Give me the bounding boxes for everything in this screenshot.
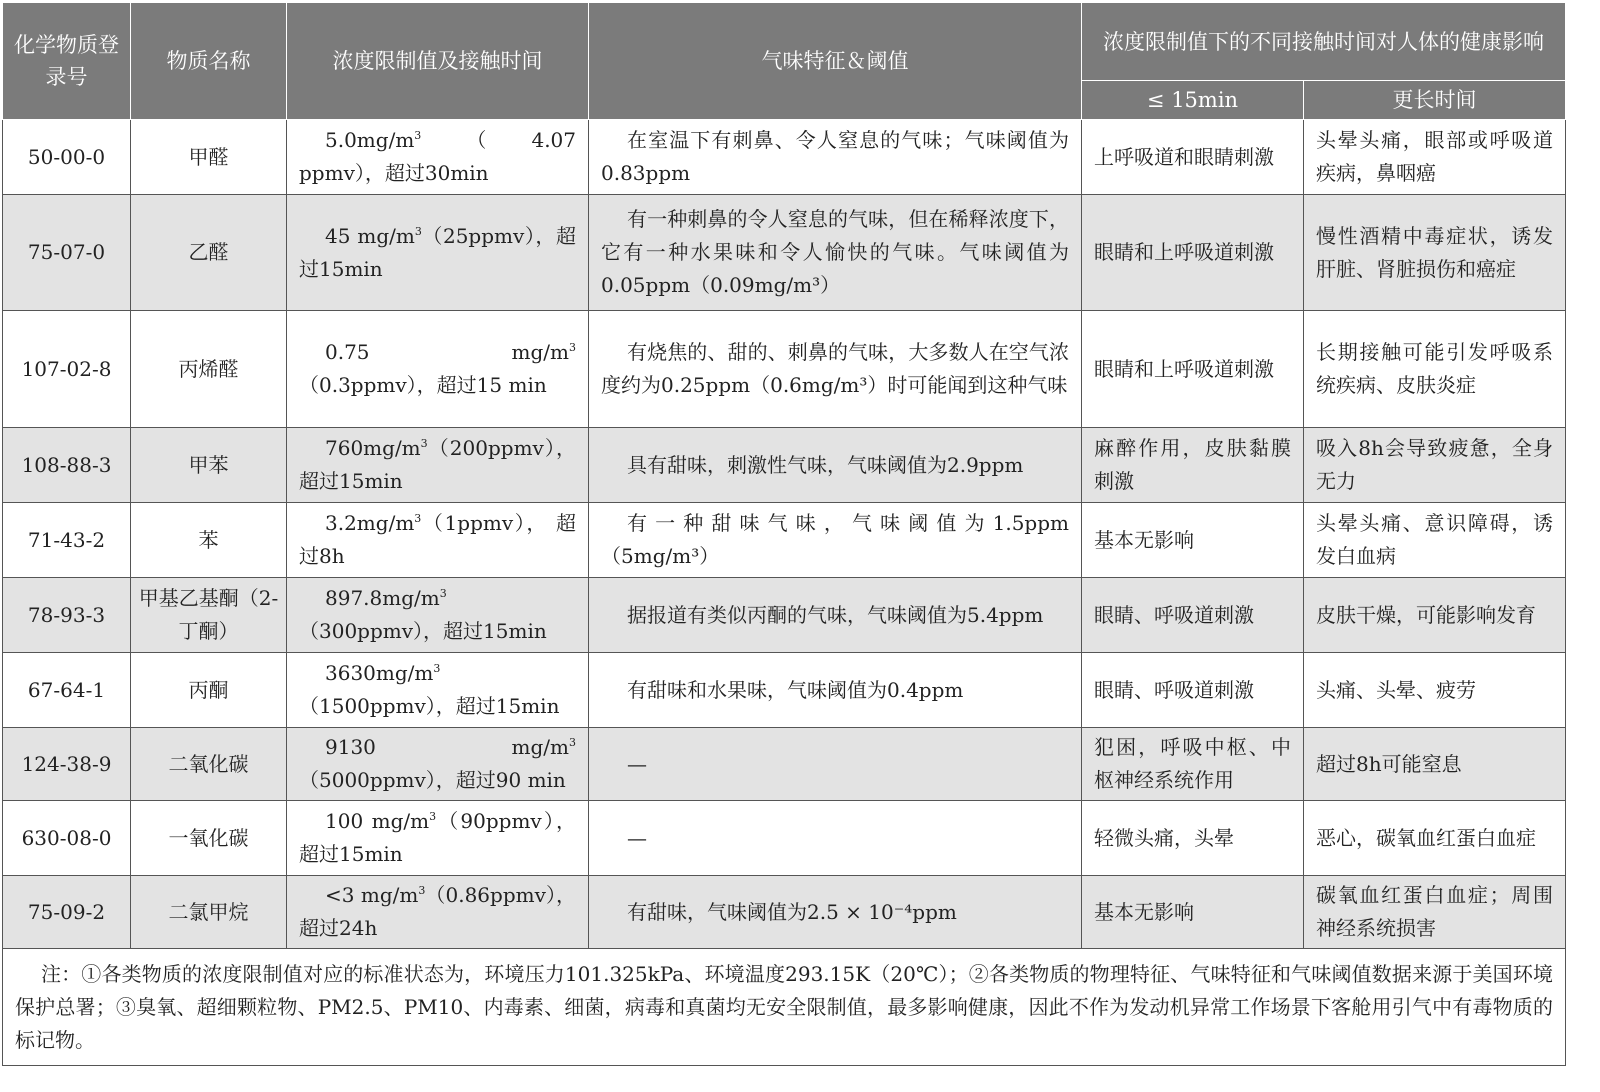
short-exposure-effect-cell: 麻醉作用，皮肤黏膜刺激 (1082, 428, 1304, 503)
toxic-substance-table (2, 2, 1566, 1066)
table-body (3, 120, 1566, 949)
limit-detail: （4.07 ppmv），超过30min (299, 128, 576, 185)
short-exposure-effect-cell: 基本无影响 (1082, 503, 1304, 578)
substance-name-cell: 二氯甲烷 (131, 876, 287, 949)
odor-threshold-cell: 有一种甜味气味，气味阈值为1.5ppm（5mg/m³） (589, 503, 1082, 578)
limit-value: 3.2mg/m (325, 511, 415, 535)
limit-detail: （1ppmv）， 超过8h (299, 511, 576, 568)
limit-detail: （25ppmv），超过15min (299, 223, 576, 281)
limit-unit-exponent: 3 (429, 810, 437, 823)
long-exposure-effect-cell: 头晕头痛、意识障碍，诱发白血病 (1304, 503, 1566, 578)
limit-unit-exponent: 3 (569, 341, 576, 354)
substance-name-cell: 丙烯醛 (131, 311, 287, 428)
concentration-limit-cell (287, 195, 589, 311)
table-header (3, 3, 1566, 120)
concentration-limit-cell (287, 503, 589, 578)
substance-name-cell: 一氧化碳 (131, 801, 287, 876)
substance-name-cell: 甲醛 (131, 120, 287, 195)
cas-number-cell: 124-38-9 (3, 728, 131, 801)
limit-unit-exponent: 3 (433, 662, 441, 675)
cas-number-cell: 75-09-2 (3, 876, 131, 949)
limit-value: 3630mg/m (325, 661, 434, 685)
cas-number-cell: 71-43-2 (3, 503, 131, 578)
limit-detail: （5000ppmv），超过90 min (299, 768, 566, 792)
long-exposure-effect-cell: 慢性酒精中毒症状，诱发肝脏、肾脏损伤和癌症 (1304, 195, 1566, 311)
table-row (3, 728, 1566, 801)
long-exposure-effect-cell: 超过8h可能窒息 (1304, 728, 1566, 801)
odor-threshold-cell: 有甜味，气味阈值为2.5 × 10⁻⁴ppm (589, 876, 1082, 949)
long-exposure-effect-cell: 长期接触可能引发呼吸系统疾病、皮肤炎症 (1304, 311, 1566, 428)
odor-threshold-cell: 在室温下有刺鼻、令人窒息的气味；气味阈值为0.83ppm (589, 120, 1082, 195)
limit-unit-exponent: 3 (420, 437, 428, 450)
limit-detail: （200ppmv），超过15min (299, 436, 576, 493)
limit-detail: （90ppmv），超过15min (299, 809, 576, 866)
header-health-effects: 浓度限制值下的不同接触时间对人体的健康影响 (1082, 3, 1566, 81)
substance-name-cell: 乙醛 (131, 195, 287, 311)
long-exposure-effect-cell: 头痛、头晕、疲劳 (1304, 653, 1566, 728)
odor-threshold-cell: — (589, 728, 1082, 801)
limit-value: 45 mg/m (325, 223, 415, 248)
concentration-limit-cell (287, 728, 589, 801)
limit-detail: （1500ppmv），超过15min (299, 694, 560, 718)
concentration-limit-cell (287, 311, 589, 428)
limit-detail: （0.3ppmv），超过15 min (299, 373, 547, 397)
odor-threshold-cell: — (589, 801, 1082, 876)
cas-number-cell: 108-88-3 (3, 428, 131, 503)
limit-value: <3 mg/m (325, 883, 419, 907)
cas-number-cell: 50-00-0 (3, 120, 131, 195)
cas-number-cell: 107-02-8 (3, 311, 131, 428)
cas-number-cell: 630-08-0 (3, 801, 131, 876)
odor-threshold-cell: 有甜味和水果味，气味阈值为0.4ppm (589, 653, 1082, 728)
table-row (3, 876, 1566, 949)
substance-name-cell: 甲基乙基酮（2-丁酮） (131, 578, 287, 653)
short-exposure-effect-cell: 眼睛和上呼吸道刺激 (1082, 195, 1304, 311)
limit-value: 100 mg/m (325, 809, 430, 833)
cas-number-cell: 75-07-0 (3, 195, 131, 311)
limit-unit-exponent: 3 (418, 884, 426, 897)
limit-detail: （300ppmv），超过15min (299, 619, 547, 643)
short-exposure-effect-cell: 眼睛、呼吸道刺激 (1082, 653, 1304, 728)
header-cas: 化学物质登录号 (3, 3, 131, 120)
short-exposure-effect-cell: 轻微头痛，头晕 (1082, 801, 1304, 876)
table-row (3, 653, 1566, 728)
table-row (3, 311, 1566, 428)
limit-unit-exponent: 3 (439, 587, 447, 600)
table-note: 注：①各类物质的浓度限制值对应的标准状态为，环境压力101.325kPa、环境温度293.15K（20℃）；②各类物质的物理特征、气味特征和气味阈值数据来源于美国环境保护总署；③臭氧、超细颗粒物、PM2.5、PM10、内毒素、细菌，病毒和真菌均无安全限制值，最多影响健康，因此不作为发动机异常工作场景下客舱用引气中有毒物质的标记物。 (3, 949, 1566, 1066)
concentration-limit-cell (287, 120, 589, 195)
concentration-limit-cell (287, 876, 589, 949)
long-exposure-effect-cell: 吸入8h会导致疲惫，全身无力 (1304, 428, 1566, 503)
limit-unit-exponent: 3 (414, 512, 422, 525)
long-exposure-effect-cell: 恶心，碳氧血红蛋白血症 (1304, 801, 1566, 876)
concentration-limit-cell (287, 428, 589, 503)
table-row (3, 120, 1566, 195)
limit-unit-exponent: 3 (414, 224, 422, 238)
table-row (3, 503, 1566, 578)
odor-threshold-cell: 有烧焦的、甜的、刺鼻的气味，大多数人在空气浓度约为0.25ppm（0.6mg/m³）时可能闻到这种气味 (589, 311, 1082, 428)
table-row (3, 428, 1566, 503)
short-exposure-effect-cell: 上呼吸道和眼睛刺激 (1082, 120, 1304, 195)
short-exposure-effect-cell: 基本无影响 (1082, 876, 1304, 949)
header-long-exposure: 更长时间 (1304, 81, 1566, 120)
limit-unit-exponent: 3 (414, 129, 422, 142)
cas-number-cell: 67-64-1 (3, 653, 131, 728)
cas-number-cell: 78-93-3 (3, 578, 131, 653)
header-name: 物质名称 (131, 3, 287, 120)
substance-name-cell: 丙酮 (131, 653, 287, 728)
table-row (3, 801, 1566, 876)
header-short-exposure: ≤ 15min (1082, 81, 1304, 120)
concentration-limit-cell (287, 653, 589, 728)
short-exposure-effect-cell: 眼睛和上呼吸道刺激 (1082, 311, 1304, 428)
limit-detail: （0.86ppmv），超过24h (299, 883, 577, 940)
concentration-limit-cell (287, 801, 589, 876)
limit-value: 760mg/m (325, 436, 421, 460)
substance-table-container (2, 2, 1565, 1066)
substance-name-cell: 二氧化碳 (131, 728, 287, 801)
odor-threshold-cell: 据报道有类似丙酮的气味，气味阈值为5.4ppm (589, 578, 1082, 653)
odor-threshold-cell: 具有甜味，刺激性气味，气味阈值为2.9ppm (589, 428, 1082, 503)
header-odor: 气味特征＆阈值 (589, 3, 1082, 120)
header-limit: 浓度限制值及接触时间 (287, 3, 589, 120)
substance-name-cell: 甲苯 (131, 428, 287, 503)
limit-value: 5.0mg/m (325, 128, 415, 152)
short-exposure-effect-cell: 眼睛、呼吸道刺激 (1082, 578, 1304, 653)
table-row (3, 578, 1566, 653)
substance-name-cell: 苯 (131, 503, 287, 578)
long-exposure-effect-cell: 碳氧血红蛋白血症；周围神经系统损害 (1304, 876, 1566, 949)
table-row (3, 195, 1566, 311)
concentration-limit-cell (287, 578, 589, 653)
limit-value: 897.8mg/m (325, 586, 440, 610)
odor-threshold-cell: 有一种刺鼻的令人窒息的气味，但在稀释浓度下，它有一种水果味和令人愉快的气味。气味阈值为0.05ppm（0.09mg/m³） (589, 195, 1082, 311)
long-exposure-effect-cell: 皮肤干燥，可能影响发育 (1304, 578, 1566, 653)
short-exposure-effect-cell: 犯困，呼吸中枢、中枢神经系统作用 (1082, 728, 1304, 801)
limit-value: 9130 mg/m (325, 735, 569, 759)
long-exposure-effect-cell: 头晕头痛，眼部或呼吸道疾病，鼻咽癌 (1304, 120, 1566, 195)
limit-unit-exponent: 3 (569, 736, 576, 749)
limit-value: 0.75 mg/m (325, 340, 569, 364)
